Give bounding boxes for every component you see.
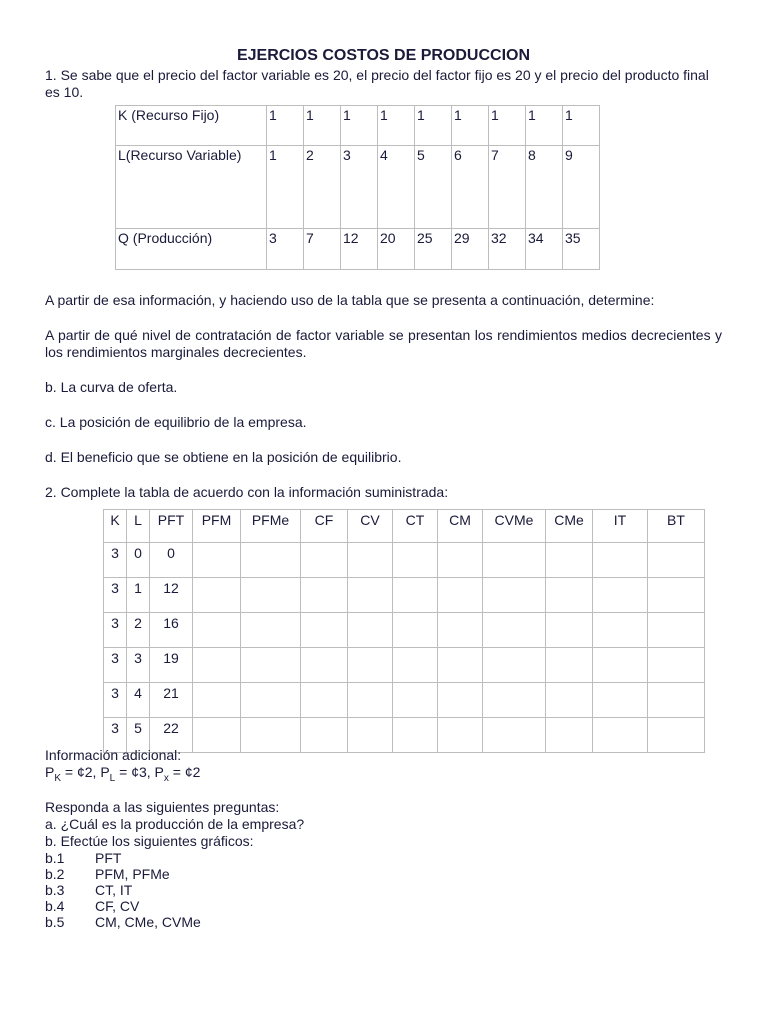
table-cell: 3 xyxy=(104,543,127,578)
column-header: PFT xyxy=(150,510,193,543)
row-label: Q (Producción) xyxy=(116,229,267,270)
table-cell: 12 xyxy=(150,578,193,613)
table-cell xyxy=(546,543,593,578)
table-cell xyxy=(301,578,348,613)
table-cell xyxy=(393,543,438,578)
table-cell: 5 xyxy=(127,718,150,753)
table-cell xyxy=(483,543,546,578)
graph-item xyxy=(45,898,722,914)
table-cell xyxy=(241,543,301,578)
table-cell xyxy=(241,648,301,683)
question-1-intro: 1. Se sabe que el precio del factor variable es 20, el precio del factor fijo es 20 y el precio del producto final es 10. xyxy=(45,67,709,100)
graph-item xyxy=(45,914,722,930)
table-cell xyxy=(301,683,348,718)
table-cell: 25 xyxy=(415,229,452,270)
page-title: EJERCIOS COSTOS DE PRODUCCION xyxy=(236,47,531,64)
table-cell xyxy=(648,683,705,718)
price-x-value: = ¢2 xyxy=(168,764,201,780)
table-cell xyxy=(193,543,241,578)
graph-item xyxy=(45,882,722,898)
question-1-c: c. La posición de equilibrio de la empresa. xyxy=(45,414,307,430)
column-header: PFM xyxy=(193,510,241,543)
question-1-instruction: A partir de esa información, y haciendo uso de la tabla que se presenta a continuación, determine: xyxy=(45,292,655,308)
table-cell xyxy=(193,683,241,718)
question-2-b: b. Efectúe los siguientes gráficos: xyxy=(45,833,254,849)
table-cell: 3 xyxy=(104,578,127,613)
table-cell: 1 xyxy=(526,106,563,146)
table-cell: 1 xyxy=(267,106,304,146)
graph-item xyxy=(45,866,722,882)
table-cell xyxy=(483,578,546,613)
table-cell: 1 xyxy=(415,106,452,146)
price-l-symbol: P xyxy=(100,764,110,780)
column-header: CV xyxy=(348,510,393,543)
table-cell: 3 xyxy=(104,718,127,753)
production-table-row xyxy=(116,146,600,229)
answer-title: Responda a las siguientes preguntas: xyxy=(45,799,280,815)
table-cell xyxy=(241,613,301,648)
table-cell: 6 xyxy=(452,146,489,229)
table-cell: 7 xyxy=(489,146,526,229)
table-cell xyxy=(348,578,393,613)
graph-item-text: CT, IT xyxy=(95,882,133,898)
table-cell: 0 xyxy=(127,543,150,578)
table-cell: 1 xyxy=(341,106,378,146)
table-cell xyxy=(348,648,393,683)
table-cell xyxy=(546,613,593,648)
table-cell xyxy=(483,613,546,648)
table-cell: 4 xyxy=(378,146,415,229)
table-cell xyxy=(593,613,648,648)
table-cell: 3 xyxy=(341,146,378,229)
info-title: Información adicional: xyxy=(45,747,182,763)
table-cell xyxy=(301,613,348,648)
graph-list xyxy=(45,850,722,930)
table-cell: 29 xyxy=(452,229,489,270)
table-cell xyxy=(546,683,593,718)
table-cell xyxy=(438,578,483,613)
column-header: CVMe xyxy=(483,510,546,543)
question-1-a: A partir de qué nivel de contratación de factor variable se presentan los rendimientos medios decrecientes y los rendimientos marginales decrecientes. xyxy=(45,327,722,360)
table-cell xyxy=(648,613,705,648)
graph-item-text: PFM, PFMe xyxy=(95,866,170,882)
graph-item-key: b.3 xyxy=(45,882,65,898)
table-cell: 2 xyxy=(304,146,341,229)
table-cell: 1 xyxy=(304,106,341,146)
table-cell: 1 xyxy=(563,106,600,146)
table-cell: 1 xyxy=(378,106,415,146)
table-cell xyxy=(348,543,393,578)
cost-table-header-row xyxy=(104,510,705,543)
table-cell: 2 xyxy=(127,613,150,648)
table-cell xyxy=(648,578,705,613)
table-cell xyxy=(193,578,241,613)
table-cell: 9 xyxy=(563,146,600,229)
table-cell: 16 xyxy=(150,613,193,648)
column-header: L xyxy=(127,510,150,543)
cost-table-row xyxy=(104,613,705,648)
table-cell xyxy=(593,648,648,683)
graph-item xyxy=(45,850,722,866)
column-header: BT xyxy=(648,510,705,543)
prices-line xyxy=(45,764,722,784)
column-header: CM xyxy=(438,510,483,543)
table-cell: 34 xyxy=(526,229,563,270)
table-cell xyxy=(438,683,483,718)
question-2-intro: 2. Complete la tabla de acuerdo con la información suministrada: xyxy=(45,484,449,500)
column-header: CMe xyxy=(546,510,593,543)
table-cell: 8 xyxy=(526,146,563,229)
table-cell: 3 xyxy=(267,229,304,270)
price-k-subscript: K xyxy=(54,772,62,784)
table-cell xyxy=(546,648,593,683)
table-cell xyxy=(241,683,301,718)
table-cell xyxy=(483,648,546,683)
table-cell: 21 xyxy=(150,683,193,718)
column-header: IT xyxy=(593,510,648,543)
table-cell: 5 xyxy=(415,146,452,229)
cost-table xyxy=(103,509,705,753)
table-cell xyxy=(393,683,438,718)
table-cell: 3 xyxy=(104,613,127,648)
table-cell xyxy=(483,683,546,718)
graph-item-key: b.4 xyxy=(45,898,65,914)
table-cell: 3 xyxy=(127,648,150,683)
question-1-b: b. La curva de oferta. xyxy=(45,379,178,395)
production-table-row xyxy=(116,229,600,270)
table-cell xyxy=(593,578,648,613)
cost-table-row xyxy=(104,578,705,613)
table-cell xyxy=(193,648,241,683)
price-l-subscript: L xyxy=(109,772,116,784)
table-cell xyxy=(648,648,705,683)
table-cell xyxy=(393,578,438,613)
table-cell: 3 xyxy=(104,648,127,683)
table-cell: 1 xyxy=(489,106,526,146)
table-cell xyxy=(301,543,348,578)
table-cell: 7 xyxy=(304,229,341,270)
question-1-d: d. El beneficio que se obtiene en la posición de equilibrio. xyxy=(45,449,402,465)
row-label: L(Recurso Variable) xyxy=(116,146,267,229)
row-label: K (Recurso Fijo) xyxy=(116,106,267,146)
column-header: CF xyxy=(301,510,348,543)
table-cell xyxy=(593,683,648,718)
cost-table-row xyxy=(104,683,705,718)
table-cell xyxy=(241,578,301,613)
table-cell xyxy=(348,683,393,718)
table-cell xyxy=(648,543,705,578)
table-cell: 3 xyxy=(104,683,127,718)
table-cell: 1 xyxy=(267,146,304,229)
question-2-body xyxy=(45,747,722,930)
production-table xyxy=(115,105,600,270)
table-cell: 22 xyxy=(150,718,193,753)
table-cell xyxy=(393,613,438,648)
graph-item-text: PFT xyxy=(95,850,122,866)
table-cell: 20 xyxy=(378,229,415,270)
price-k-value: = ¢2, xyxy=(61,764,101,780)
cost-table-row xyxy=(104,543,705,578)
graph-item-text: CM, CMe, CVMe xyxy=(95,914,201,930)
price-k-symbol: P xyxy=(45,764,55,780)
table-cell xyxy=(438,613,483,648)
table-cell xyxy=(438,543,483,578)
table-cell xyxy=(546,578,593,613)
document-page xyxy=(45,47,722,930)
column-header: PFMe xyxy=(241,510,301,543)
price-x-subscript: x xyxy=(163,772,169,784)
table-cell xyxy=(438,648,483,683)
question-1-body xyxy=(45,292,722,501)
production-table-row xyxy=(116,106,600,146)
graph-item-key: b.1 xyxy=(45,850,65,866)
table-cell: 1 xyxy=(127,578,150,613)
cost-table-row xyxy=(104,648,705,683)
table-cell: 1 xyxy=(452,106,489,146)
table-cell: 4 xyxy=(127,683,150,718)
graph-item-key: b.2 xyxy=(45,866,65,882)
question-2-a: a. ¿Cuál es la producción de la empresa? xyxy=(45,816,305,832)
table-cell: 0 xyxy=(150,543,193,578)
table-cell xyxy=(193,613,241,648)
graph-item-text: CF, CV xyxy=(95,898,140,914)
table-cell xyxy=(348,613,393,648)
graph-item-key: b.5 xyxy=(45,914,65,930)
table-cell: 32 xyxy=(489,229,526,270)
column-header: K xyxy=(104,510,127,543)
table-cell: 19 xyxy=(150,648,193,683)
table-cell: 35 xyxy=(563,229,600,270)
price-l-value: = ¢3, xyxy=(115,764,155,780)
table-cell xyxy=(301,648,348,683)
table-cell: 12 xyxy=(341,229,378,270)
table-cell xyxy=(393,648,438,683)
table-cell xyxy=(593,543,648,578)
price-x-symbol: P xyxy=(154,764,164,780)
column-header: CT xyxy=(393,510,438,543)
